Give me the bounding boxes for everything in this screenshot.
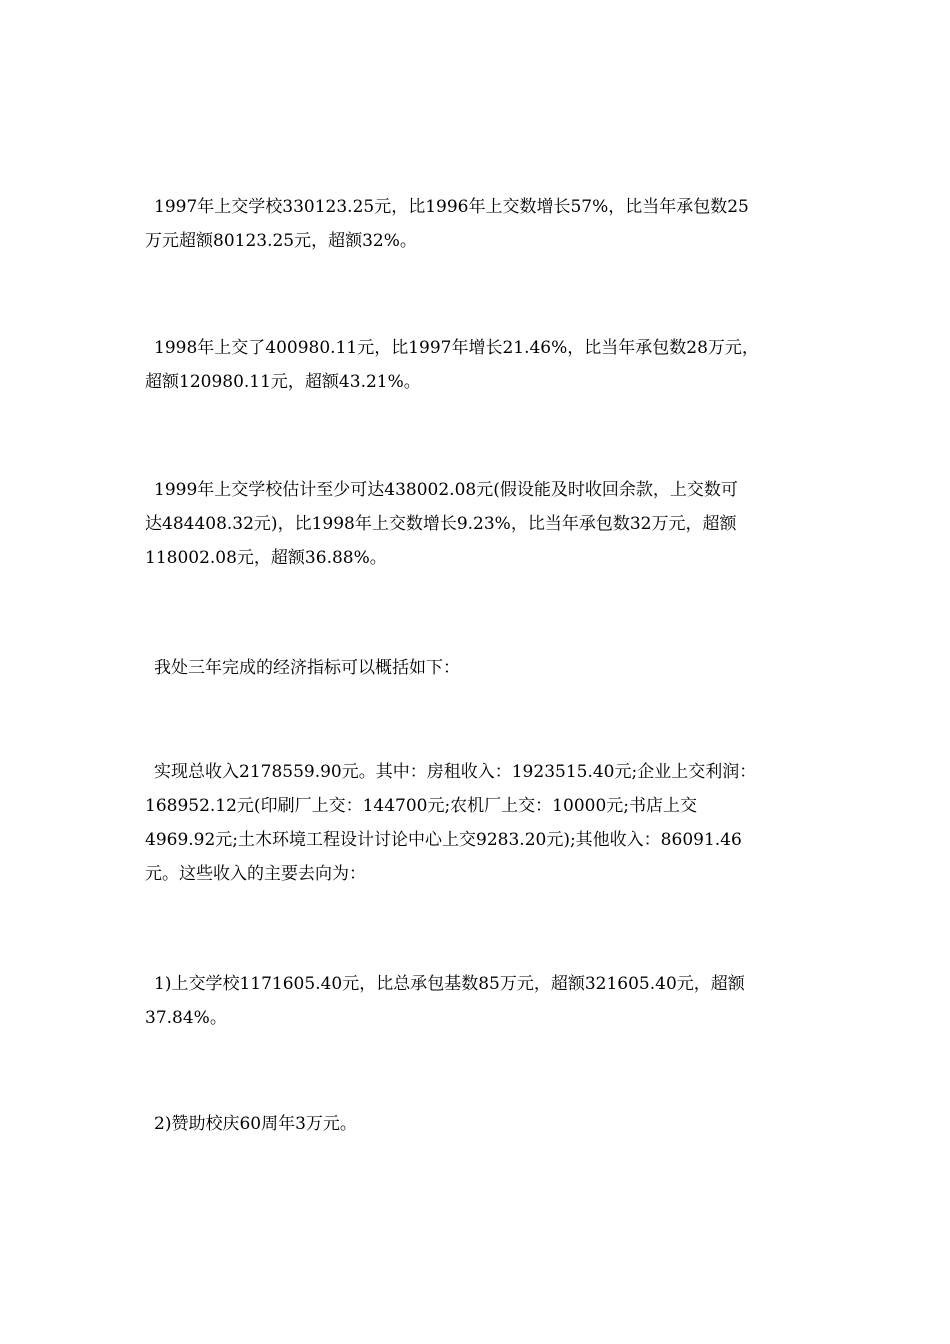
paragraph-item-1 — [145, 967, 810, 1035]
text-line: 1999年上交学校估计至少可达438002.08元(假设能及时收回余款，上交数可 — [154, 480, 738, 500]
text-line: 168952.12元(印刷厂上交：144700元;农机厂上交：10000元;书店上交 — [145, 796, 697, 816]
text-line: 我处三年完成的经济指标可以概括如下： — [154, 658, 460, 678]
text-line: 万元超额80123.25元，超额32%。 — [145, 231, 417, 251]
text-line: 1998年上交了400980.11元，比1997年增长21.46%，比当年承包数28万元， — [154, 338, 759, 358]
text-line: 1)上交学校1171605.40元，比总承包基数85万元，超额321605.40元，超额 — [154, 974, 745, 994]
paragraph-summary-intro — [145, 651, 810, 685]
paragraph-1998 — [145, 331, 810, 399]
text-line: 4969.92元;土木环境工程设计讨论中心上交9283.20元);其他收入：86091.46 — [145, 830, 742, 850]
paragraph-1999 — [145, 473, 810, 575]
text-line: 37.84%。 — [145, 1008, 227, 1028]
text-line: 达484408.32元)，比1998年上交数增长9.23%，比当年承包数32万元，超额 — [145, 514, 737, 534]
paragraph-item-2 — [145, 1107, 810, 1141]
text-line: 2)赞助校庆60周年3万元。 — [154, 1114, 357, 1134]
text-line: 实现总收入2178559.90元。其中：房租收入：1923515.40元;企业上交利润： — [154, 762, 757, 782]
paragraph-total-income — [145, 755, 810, 891]
text-line: 元。这些收入的主要去向为： — [145, 864, 366, 884]
text-line: 超额120980.11元，超额43.21%。 — [145, 372, 421, 392]
text-line: 118002.08元，超额36.88%。 — [145, 548, 387, 568]
text-line: 1997年上交学校330123.25元，比1996年上交数增长57%，比当年承包数25 — [154, 197, 749, 217]
paragraph-1997 — [145, 190, 810, 258]
